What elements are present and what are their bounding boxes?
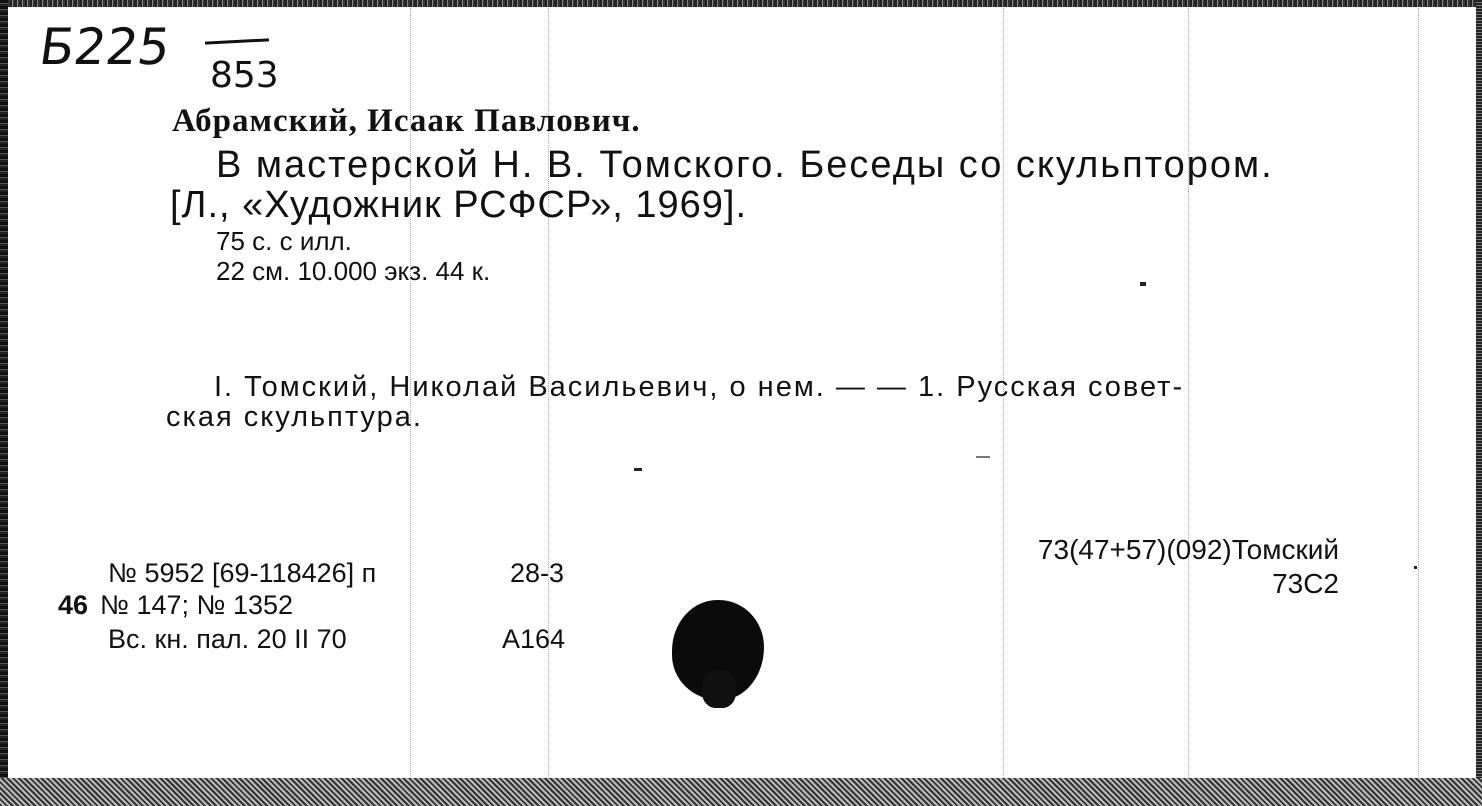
speck — [1414, 566, 1417, 569]
card-top-edge — [0, 0, 1482, 7]
order-number: № 5952 [69-118426] п — [108, 558, 377, 588]
guide-line — [1188, 8, 1189, 778]
subject-headings-line-2: ская скульптура. — [166, 401, 423, 433]
punch-hole — [672, 600, 764, 700]
shelf-mark-sub: 853 — [210, 55, 279, 96]
speck — [1140, 282, 1146, 286]
classification-code: 73(47+57)(092)Томский — [1037, 534, 1339, 565]
subject-headings-line-1: I. Томский, Николай Васильевич, о нем. — — 1. Русская совет- — [214, 371, 1185, 403]
title-line-1: В мастерской Н. В. Томского. Беседы со скульптором. — [216, 144, 1274, 186]
print-code: 28-3 — [510, 558, 565, 588]
author-heading: Абрамский, Исаак Павлович. — [172, 103, 641, 139]
book-chamber-imprint: Вс. кн. пал. 20 II 70 — [108, 624, 347, 654]
guide-line — [1418, 8, 1419, 778]
title-line-2: [Л., «Художник РСФСР», 1969]. — [170, 184, 748, 226]
card-numbers: № 147; № 1352 — [100, 590, 294, 620]
author-mark: 73С2 — [1272, 568, 1339, 599]
card-bottom-edge — [0, 778, 1482, 806]
physical-description-1: 75 с. с илл. — [216, 226, 352, 256]
physical-description-2: 22 см. 10.000 экз. 44 к. — [216, 256, 491, 286]
speck — [634, 468, 642, 471]
card-right-edge — [1476, 0, 1482, 806]
index-code: А164 — [502, 624, 566, 654]
speck — [976, 456, 990, 458]
card-left-edge — [0, 0, 8, 806]
shelf-mark-rule — [205, 38, 269, 44]
card-count: 46 — [58, 590, 89, 620]
shelf-mark: Б225 — [35, 18, 174, 76]
